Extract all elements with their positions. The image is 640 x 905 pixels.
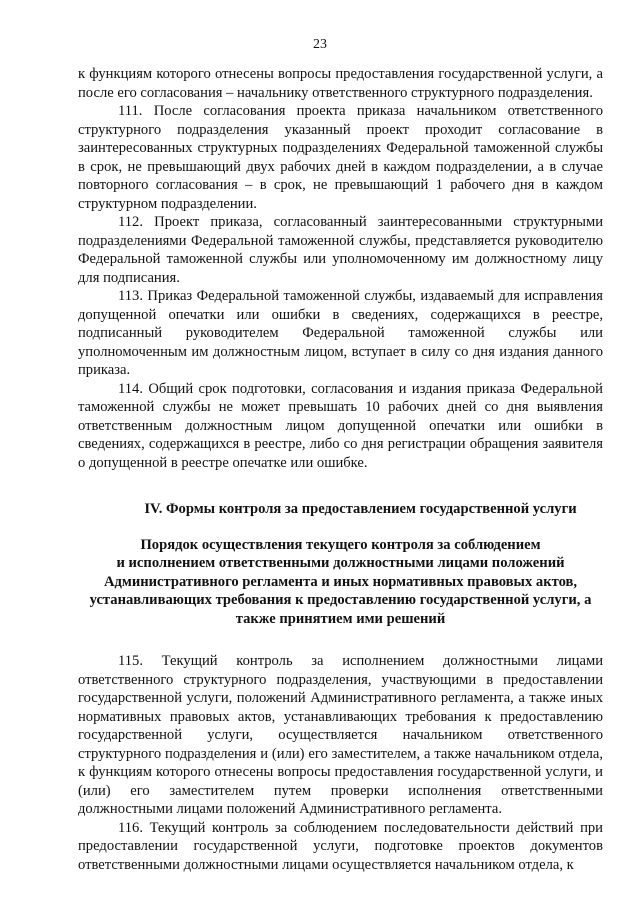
paragraph-112: 112. Проект приказа, согласованный заинтересованными структурными подразделениями Федеральной таможенной службы, представляется руководителю Федеральной таможенной службы или уполномоченному им должностному лицу для подписания. bbox=[78, 214, 603, 286]
paragraph-111: 111. После согласования проекта приказа начальником ответственного структурного подразделения указанный проект проходит согласование в заинтересованных структурных подразделениях Федеральной таможенной службы в срок, не превышающий двух рабочих дней в каждом подразделении, а в случае повторного согласования – в срок, не превышающий 1 рабочего дня в каждом структурном подразделении. bbox=[78, 103, 603, 212]
subsection-heading-line: Порядок осуществления текущего контроля за соблюдением bbox=[140, 536, 541, 553]
document-body bbox=[78, 65, 603, 874]
subsection-heading-line: Административного регламента и иных нормативных правовых актов, bbox=[103, 573, 578, 590]
paragraph-115: 115. Текущий контроль за исполнением должностными лицами ответственного структурного подразделения, участвующими в предоставлении государственной услуги, положений Административного регламента, а также иных нормативных правовых актов, устанавливающих требования к предоставлению государственной услуги, осуществляется начальником ответственного структурного подразделения и (или) его заместителем, а также начальником отдела, к функциям которого отнесены вопросы предоставления государственной услуги, и (или) его заместителем путем проверки исполнения ответственными должностными лицами положений Административного регламента. bbox=[78, 653, 603, 817]
paragraph-continuation: к функциям которого отнесены вопросы предоставления государственной услуги, а после его согласования – начальнику ответственного структурного подразделения. bbox=[78, 66, 603, 101]
paragraph-116: 116. Текущий контроль за соблюдением последовательности действий при предоставлении государственной услуги, подготовке проектов документов ответственными должностными лицами осуществляется начальником отдела, к bbox=[78, 819, 603, 873]
paragraph-113: 113. Приказ Федеральной таможенной службы, издаваемый для исправления допущенной опечатки или ошибки в сведениях, содержащихся в реестре, подписанный руководителем Федеральной таможенной службы или уполномоченным им должностным лицом, вступает в силу со дня издания данного приказа. bbox=[78, 288, 603, 378]
subsection-heading-line: устанавливающих требования к предоставлению государственной услуги, а bbox=[89, 592, 592, 608]
paragraph-114: 114. Общий срок подготовки, согласования и издания приказа Федеральной таможенной службы не может превышать 10 рабочих дней со дня выявления ответственным должностным лицом допущенной опечатки или ошибки в сведениях, содержащихся в реестре, либо со дня регистрации обращения заявителя о допущенной в реестре опечатке или ошибке. bbox=[78, 380, 603, 471]
page-number: 23 bbox=[313, 37, 327, 52]
subsection-heading-line: и исполнением ответственными должностными лицами положений bbox=[116, 555, 565, 571]
subsection-heading-line: также принятием ими решений bbox=[235, 610, 446, 627]
section-heading: IV. Формы контроля за предоставлением государственной услуги bbox=[144, 501, 577, 517]
subsection-heading bbox=[78, 536, 603, 629]
